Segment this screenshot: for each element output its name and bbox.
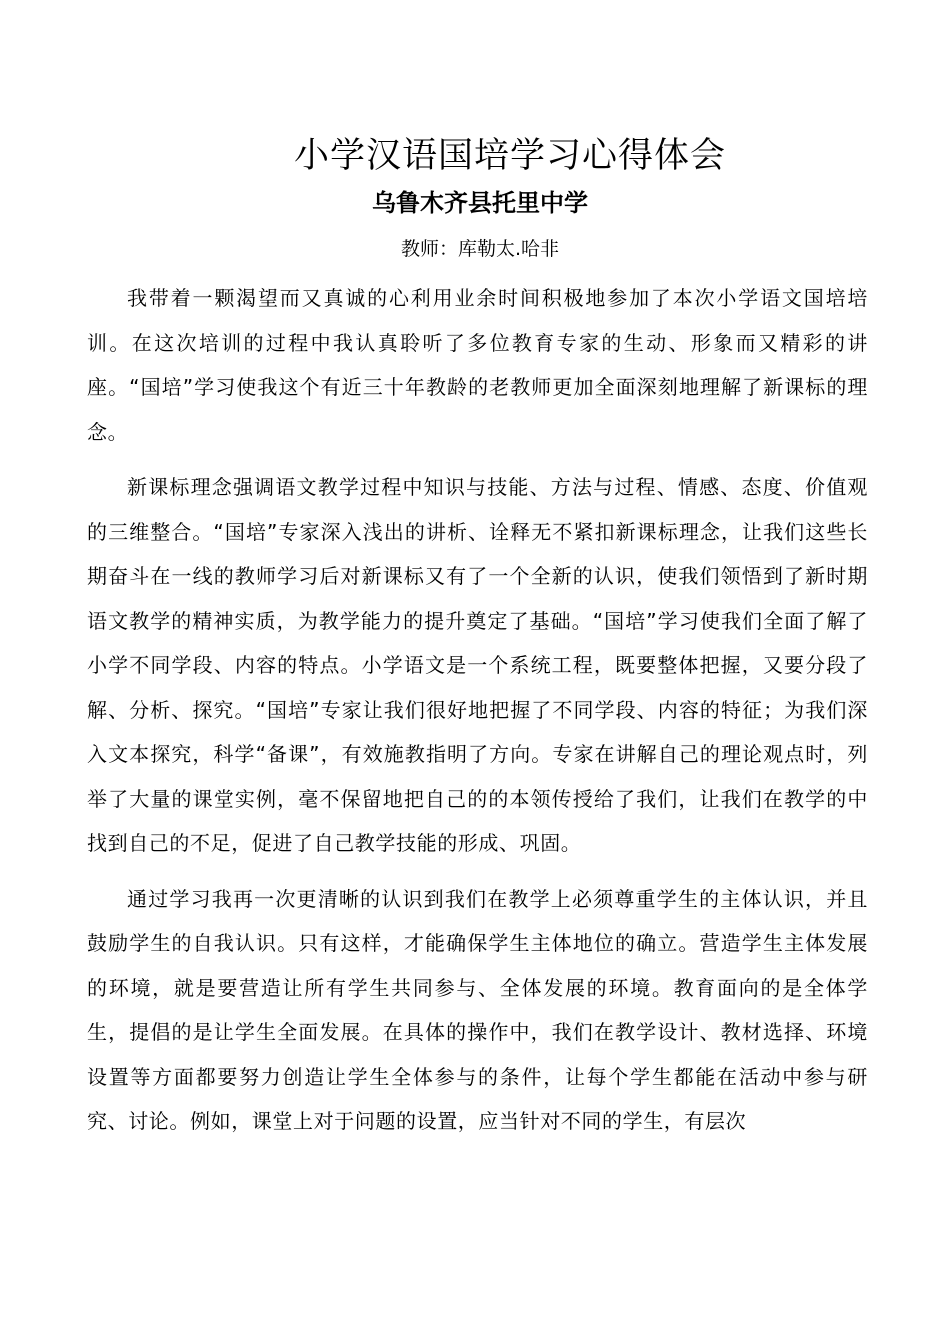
- paragraph-3: 通过学习我再一次更清晰的认识到我们在教学上必须尊重学生的主体认识，并且鼓励学生的自我认识。只有这样，才能确保学生主体地位的确立。营造学生主体发展的环境，就是要营造让所有学生共同参与、全体发展的环境。教育面向的是全体学生，提倡的是让学生全面发展。在具体的操作中，我们在教学设计、教材选择、环境设置等方面都要努力创造让学生全体参与的条件，让每个学生都能在活动中参与研究、讨论。例如，课堂上对于问题的设置，应当针对不同的学生，有层次: [87, 886, 868, 1133]
- document-body: [87, 276, 868, 1155]
- author-line: 教师：库勒太.哈非: [400, 238, 560, 260]
- document-title: 小学汉语国培学习心得体会: [293, 136, 726, 176]
- paragraph-2: 新课标理念强调语文教学过程中知识与技能、方法与过程、情感、态度、价值观的三维整合。“国培”专家深入浅出的讲析、诠释无不紧扣新课标理念，让我们这些长期奋斗在一线的教师学习后对新课标又有了一个全新的认识，使我们领悟到了新时期语文教学的精神实质，为教学能力的提升奠定了基础。“国培”学习使我们全面了解了小学不同学段、内容的特点。小学语文是一个系统工程，既要整体把握，又要分段了解、分析、探究。“国培”专家让我们很好地把握了不同学段、内容的特征；为我们深入文本探究，科学“备课”，有效施教指明了方向。专家在讲解自己的理论观点时，列举了大量的课堂实例，毫不保留地把自己的的本领传授给了我们，让我们在教学的中找到自己的不足，促进了自己教学技能的形成、巩固。: [87, 475, 868, 855]
- paragraph-1: 我带着一颗渴望而又真诚的心利用业余时间积极地参加了本次小学语文国培培训。在这次培训的过程中我认真聆听了多位教育专家的生动、形象而又精彩的讲座。“国培”学习使我这个有近三十年教龄的老教师更加全面深刻地理解了新课标的理念。: [87, 286, 868, 444]
- school-name: 乌鲁木齐县托里中学: [372, 189, 588, 217]
